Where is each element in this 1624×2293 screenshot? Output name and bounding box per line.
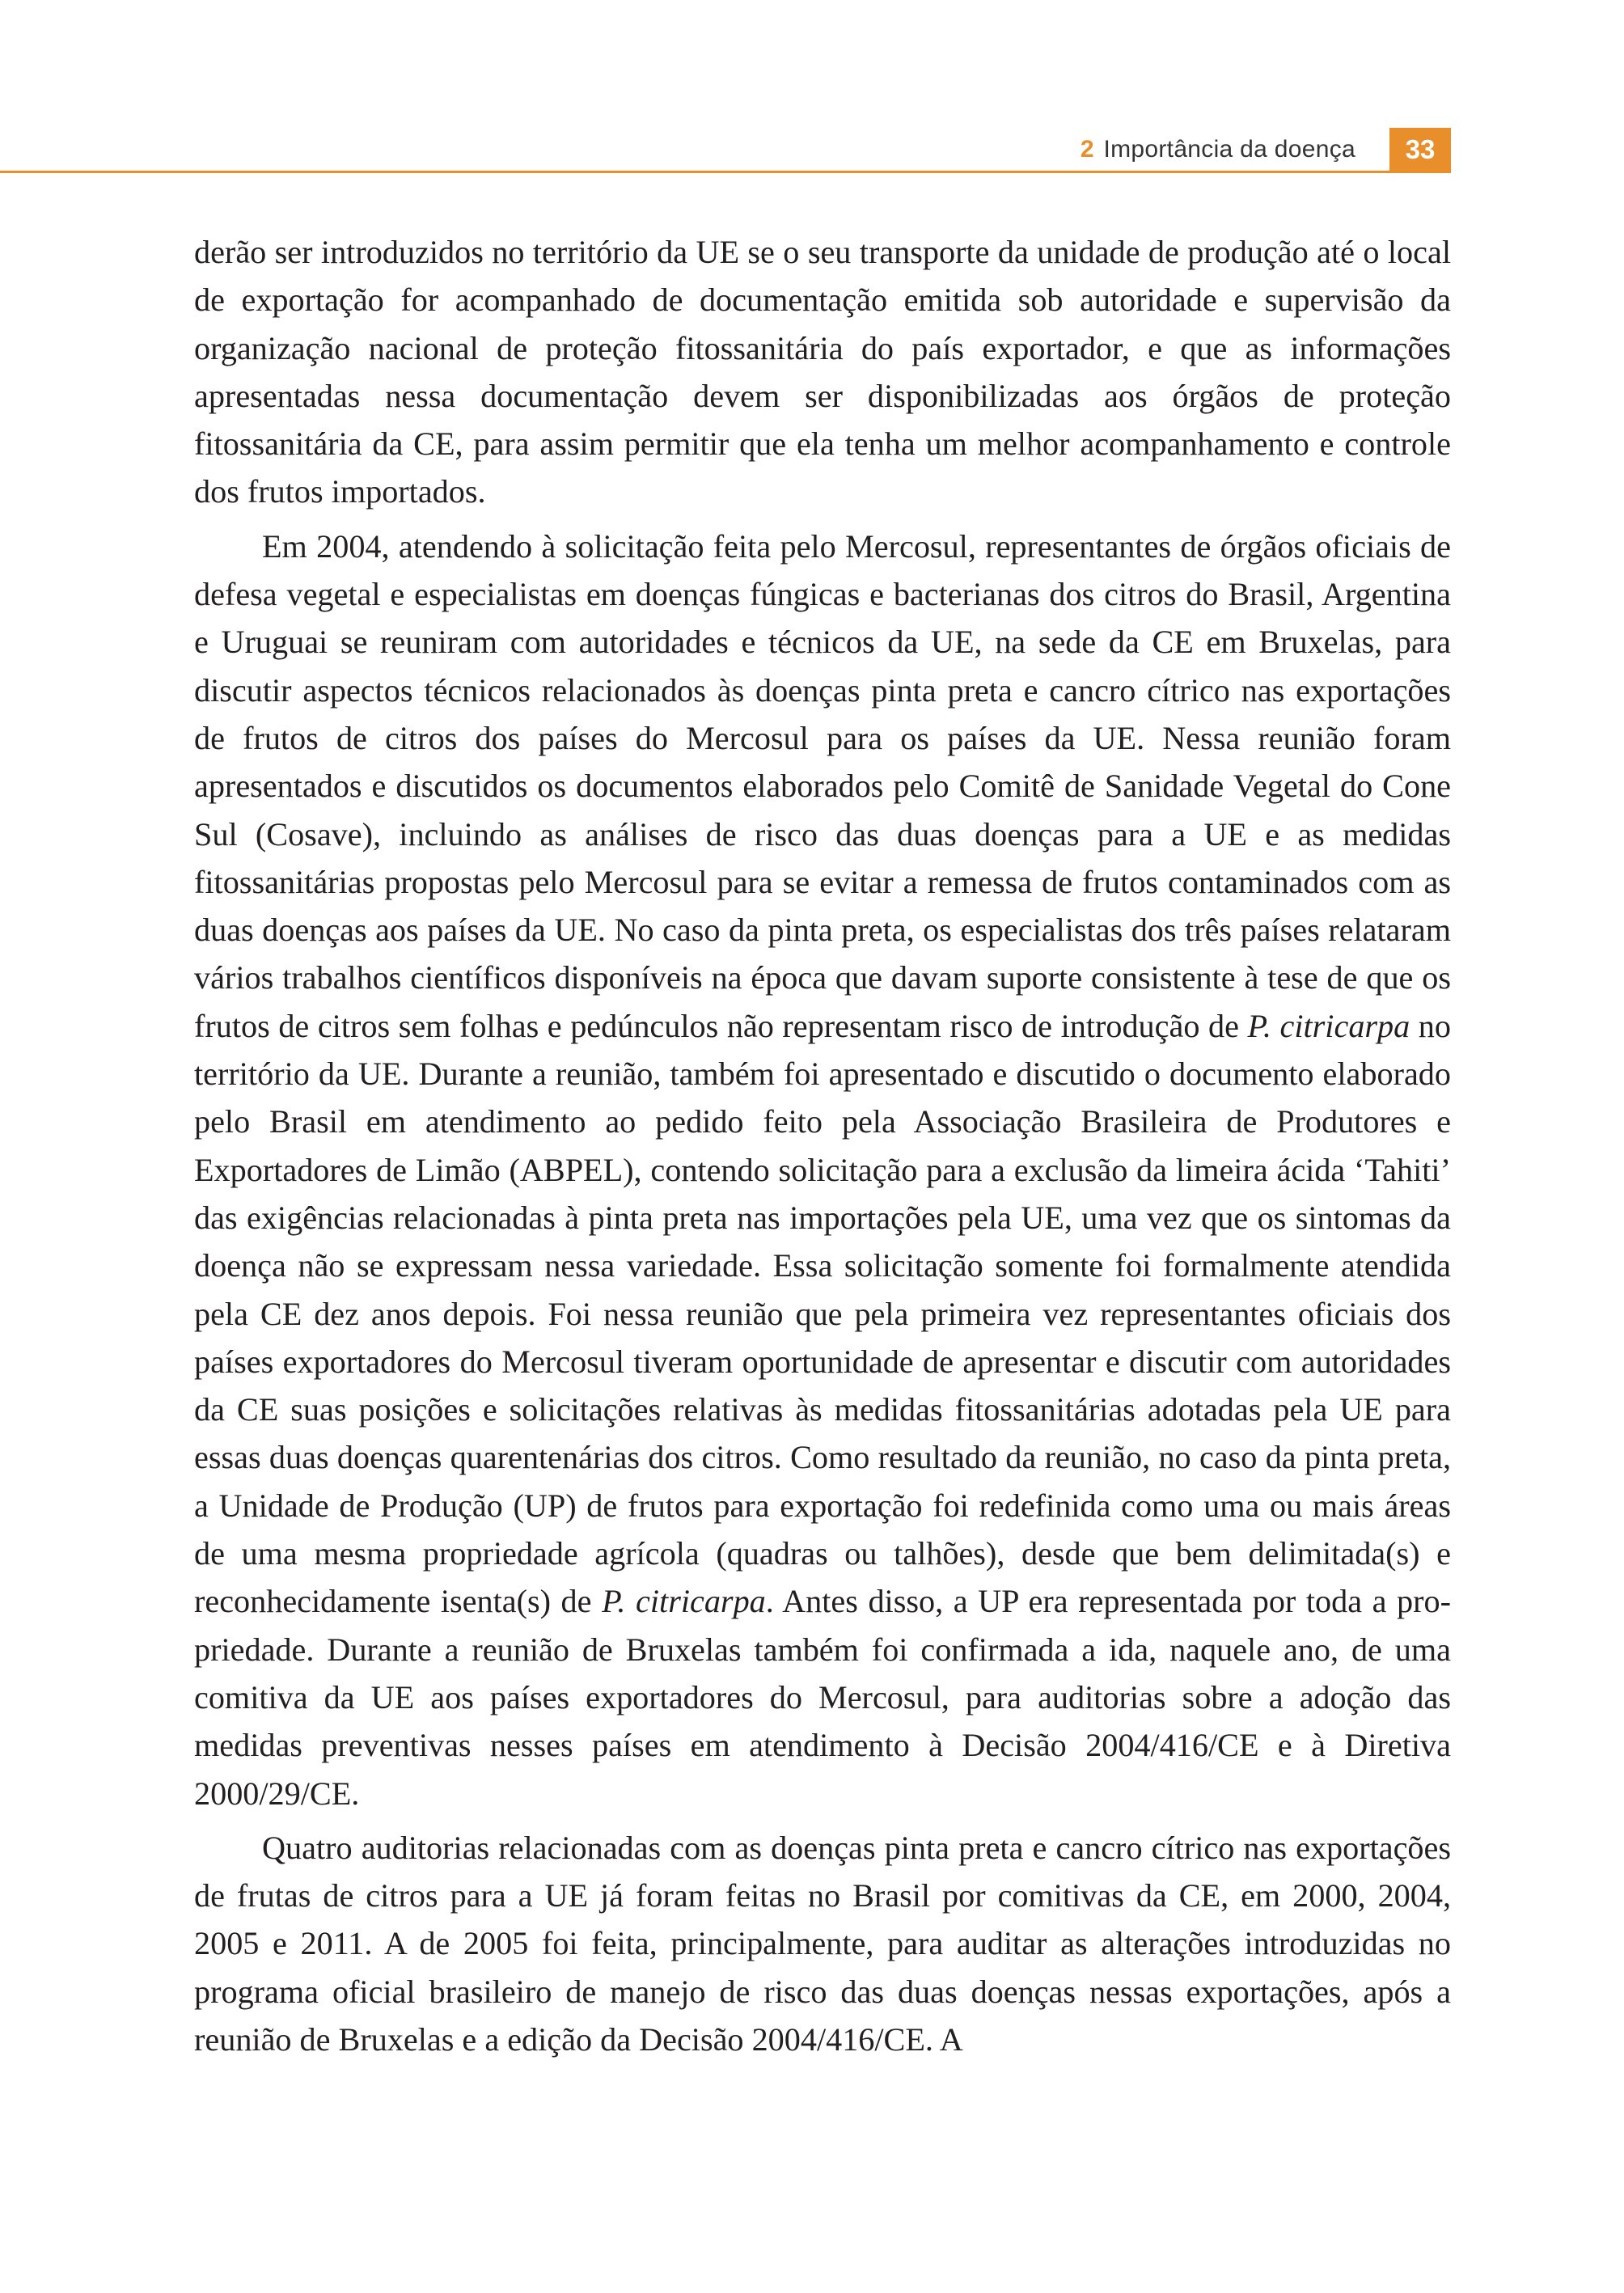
paragraph-3: Quatro auditorias relacionadas com as doenças pinta preta e cancro cítrico nas exportações de frutas de citros para a UE já foram feitas no Brasil por comitivas da CE, em 2000, 2004, 2005 e 2011. A de 2005 foi feita, principalmente, para auditar as alterações introduzidas no programa oficial brasileiro de manejo de risco das duas doenças nessas exportações, após a reunião de Bruxelas e a edição da Decisão 2004/416/CE. A [194,1829,1451,2058]
paragraph-1: derão ser introduzidos no território da UE se o seu transporte da unidade de produção até o local de exportação for acompanhado de documentação emitida sob autoridade e supervisão da organização nacional de proteção fitossanitária do país exportador, e que as informações apresentadas nessa documentação devem ser disponibilizadas aos órgãos de proteção fitossanitária da CE, para assim permitir que ela tenha um melhor acompanhamento e controle dos frutos importados. [194,234,1451,510]
paragraph-2 [194,522,1451,1817]
running-header [1081,128,1451,171]
page-number: 33 [1389,128,1451,171]
header-rule [0,171,1451,173]
body-text [194,228,1451,2070]
chapter-number: 2 [1080,136,1094,163]
chapter-title: Importância da doença [1103,136,1355,163]
paragraph-2-part-b: no território da UE. Durante a reunião, também foi apresentado e discutido o documento elaborado pelo Brasil em atendimento ao pedido feito pela Associação Brasileira de Produtores e Exportadores de Limão (ABPEL), contendo solicitação para a exclusão da limeira ácida ‘Tahiti’ das exigências relacionadas à pinta preta nas importações pela UE, uma vez que os sintomas da doença não se expressam nessa variedade. Essa solicitação somente foi formalmente atendida pela CE dez anos depois. Foi nessa reunião que pela primeira vez representantes oficiais dos países exportadores do Mercosul tiveram oportunidade de apresentar e discutir com autoridades da CE suas posições e solicitações relativas às medidas fitossanitárias adotadas pela UE para essas duas doenças quarentenárias dos citros. Como resultado da reunião, no caso da pinta preta, a Unidade de Produção (UP) de frutos para exportação foi redefinida como uma ou mais áreas de uma mesma propriedade agrícola (quadras ou talhões), desde que bem delimitada(s) e reconhecidamente isenta(s) de [194,1007,1451,1620]
paragraph-2-part-c: . Antes disso, a UP era representada por toda a propriedade. Durante a reunião de Bruxelas também foi confirmada a ida, naquele ano, de uma comitiva da UE aos países exportadores do Mercosul, para auditorias sobre a adoção das medidas preventivas nesses países em atendimento à Decisão 2004/416/CE e à Diretiva 2000/29/CE. [194,1583,1451,1812]
species-name-italic: P. citricarpa [602,1583,766,1620]
species-name-italic: P. citricarpa [1247,1007,1410,1044]
paragraph-2-part-a: Em 2004, atendendo à solicitação feita pelo Mercosul, representantes de órgãos oficiais de defesa vegetal e especialistas em doenças fúngicas e bacterianas dos citros do Brasil, Argentina e Uruguai se reuniram com autoridades e técnicos da UE, na sede da CE em Bruxelas, para discutir aspectos técnicos relacionados às doenças pinta preta e cancro cítrico nas exportações de frutos de citros dos países do Mercosul para os países da UE. Nessa reunião foram apresentados e discutidos os documentos elaborados pelo Comitê de Sanidade Vegetal do Cone Sul (Cosave), incluindo as análises de risco das duas doenças para a UE e as medidas fitossanitárias propostas pelo Mercosul para se evitar a remessa de frutos contaminados com as duas doenças aos países da UE. No caso da pinta preta, os especialistas dos três países relataram vários trabalhos científicos disponíveis na época que davam suporte consistente à tese de que os frutos de citros sem folhas e pedúnculos não representam risco de introdução de [194,527,1451,1044]
